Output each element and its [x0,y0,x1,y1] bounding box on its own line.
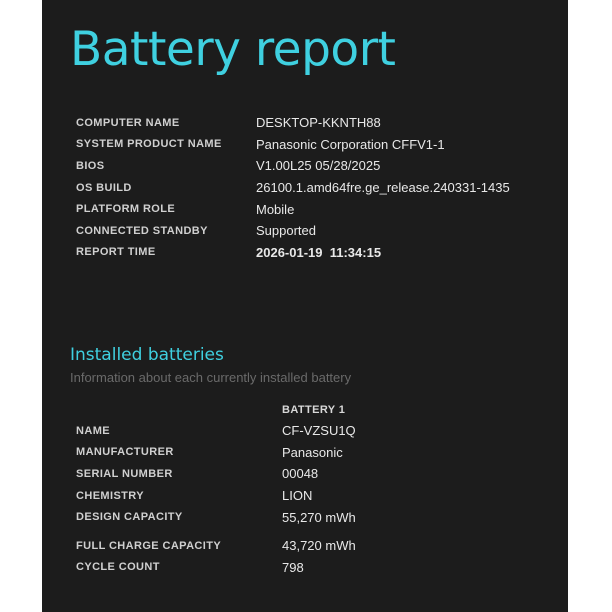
system-info-table [76,112,510,263]
battery-row-full-charge-capacity [76,535,356,557]
battery-label: DESIGN CAPACITY [76,511,183,524]
info-row-computer-name [76,112,510,134]
info-value: Supported [256,223,316,239]
info-label: OS BUILD [76,181,132,194]
battery-value: 00048 [282,466,319,482]
info-row-report-time [76,242,510,264]
info-value: 2026-01-19 11:34:15 [256,244,382,260]
battery-value: 798 [282,559,304,575]
battery-value: CF-VZSU1Q [282,423,356,439]
info-row-bios [76,155,510,177]
battery-label: CHEMISTRY [76,489,144,502]
info-label: BIOS [76,159,105,172]
battery-value: Panasonic [282,444,343,460]
info-value: Panasonic Corporation CFFV1-1 [256,136,445,152]
info-row-connected-standby [76,220,510,242]
info-value: DESKTOP-KKNTH88 [256,115,381,131]
battery-row-cycle-count [76,557,356,579]
battery-label: CYCLE COUNT [76,561,160,574]
info-label: REPORT TIME [76,246,156,259]
battery-label: MANUFACTURER [76,446,174,459]
info-row-platform-role [76,198,510,220]
info-value: 26100.1.amd64fre.ge_release.240331-1435 [256,180,510,196]
installed-batteries-heading: Installed batteries [70,345,224,365]
info-label: COMPUTER NAME [76,116,180,129]
battery-value: LION [282,488,313,504]
info-value: Mobile [256,201,295,217]
battery-value: 55,270 mWh [282,509,356,525]
battery-label: FULL CHARGE CAPACITY [76,539,222,552]
battery-report-page [42,0,568,612]
page-title: Battery report [70,22,396,77]
battery-row-name [76,420,356,442]
info-value: V1.00L25 05/28/2025 [256,158,381,174]
battery-row-manufacturer [76,442,356,464]
installed-batteries-subtitle: Information about each currently installed battery [70,370,352,385]
info-row-system-product-name [76,134,510,156]
battery-value: 43,720 mWh [282,538,356,554]
row-spacer [76,528,356,535]
battery-label: SERIAL NUMBER [76,467,173,480]
battery-row-design-capacity [76,506,356,528]
info-label: PLATFORM ROLE [76,203,176,216]
info-label: CONNECTED STANDBY [76,224,208,237]
battery-row-chemistry [76,485,356,507]
info-row-os-build [76,177,510,199]
battery-row-serial-number [76,463,356,485]
battery-label: NAME [76,424,110,437]
battery-info-table [76,420,356,578]
info-label: SYSTEM PRODUCT NAME [76,138,222,151]
battery-column-header: BATTERY 1 [282,404,346,416]
